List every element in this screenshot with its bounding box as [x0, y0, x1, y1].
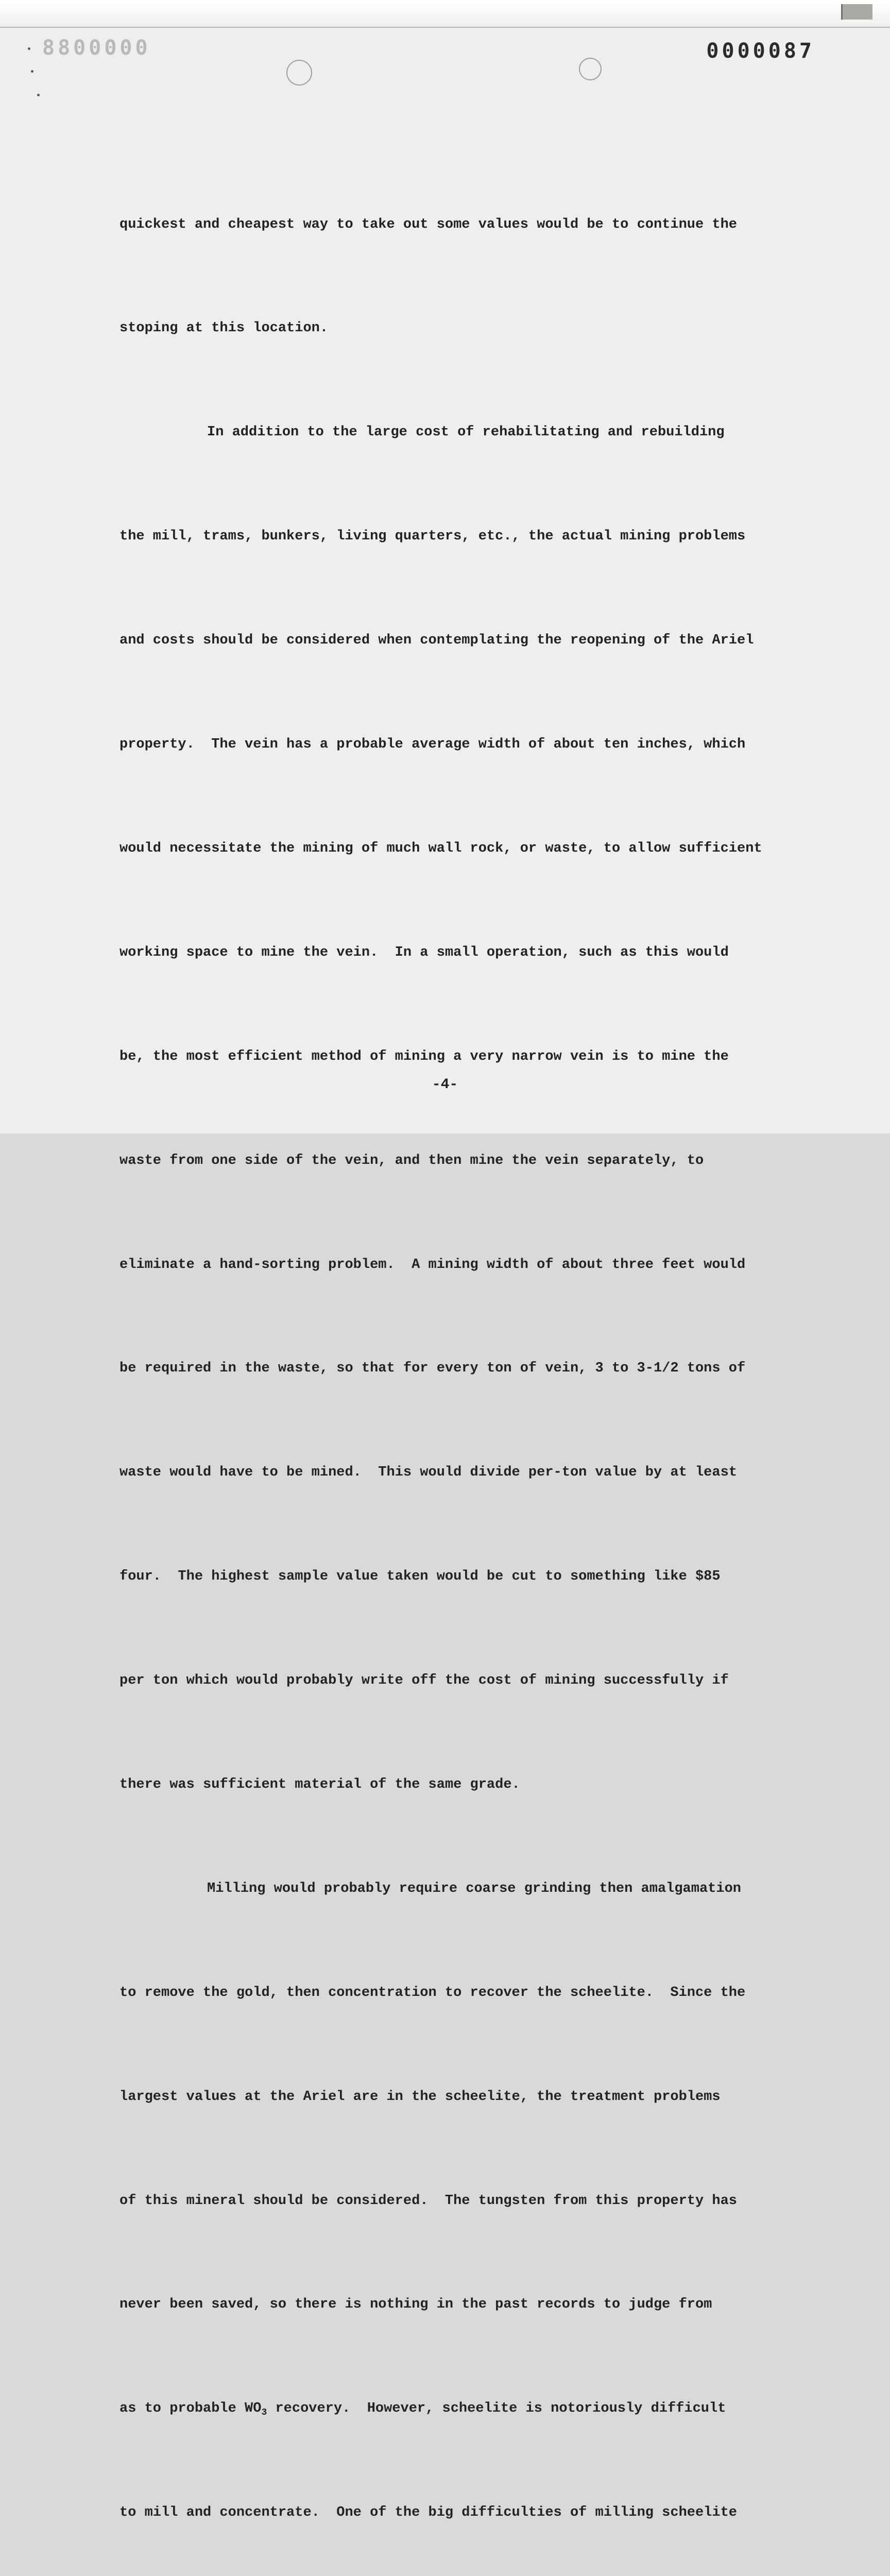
- text-line: be required in the waste, so that for every ton of vein, 3 to 3-1/2 tons of: [119, 1361, 746, 1377]
- text-line: eliminate a hand-sorting problem. A mining width of about three feet would: [119, 1257, 746, 1273]
- text-line: waste from one side of the vein, and then mine the vein separately, to: [119, 1153, 704, 1168]
- page-stamp-number: 0000087: [706, 39, 815, 63]
- text-line: there was sufficient material of the same grade.: [119, 1776, 520, 1792]
- text-line: of this mineral should be considered. The tungsten from this property has: [119, 2193, 737, 2209]
- page-number: -4-: [432, 1077, 458, 1093]
- text-line: four. The highest sample value taken would be cut to something like $85: [119, 1569, 721, 1585]
- corner-tab: [841, 4, 872, 20]
- faded-stamp-number: 8800000: [42, 36, 151, 60]
- text-line: waste would have to be mined. This would divide per-ton value by at least: [119, 1465, 737, 1481]
- subscript: 3: [261, 2408, 267, 2418]
- text-line: per ton which would probably write off the cost of mining successfully if: [119, 1673, 729, 1689]
- scan-speck: [31, 70, 33, 73]
- text-fragment: as to probable WO: [119, 2401, 262, 2417]
- scan-speck: [37, 94, 40, 96]
- text-fragment: recovery. However, scheelite is notoriously difficult: [267, 2401, 726, 2417]
- text-line: never been saved, so there is nothing in the past records to judge from: [119, 2297, 712, 2313]
- text-line: property. The vein has a probable average width of about ten inches, which: [119, 737, 746, 753]
- text-line: Milling would probably require coarse grinding then amalgamation: [207, 1880, 741, 1896]
- text-line: working space to mine the vein. In a small operation, such as this would: [119, 944, 729, 960]
- text-line: to mill and concentrate. One of the big difficulties of milling scheelite: [119, 2505, 737, 2521]
- circle-mark: [286, 60, 312, 86]
- scan-speck: [28, 47, 30, 50]
- circle-mark: [579, 58, 602, 80]
- text-line: largest values at the Ariel are in the scheelite, the treatment problems: [119, 2089, 721, 2105]
- text-line-with-subscript: [119, 2392, 810, 2426]
- text-line: quickest and cheapest way to take out some values would be to continue the: [119, 216, 737, 232]
- text-line: In addition to the large cost of rehabilitating and rebuilding: [207, 425, 725, 440]
- body-text: [119, 138, 810, 2576]
- text-line: be, the most efficient method of mining a very narrow vein is to mine the: [119, 1048, 729, 1064]
- scanned-top-edge: [0, 0, 890, 28]
- text-line: and costs should be considered when contemplating the reopening of the Ariel: [119, 633, 754, 649]
- text-line: to remove the gold, then concentration to recover the scheelite. Since the: [119, 1985, 746, 2001]
- text-line: stoping at this location.: [119, 320, 329, 336]
- text-line: would necessitate the mining of much wall rock, or waste, to allow sufficient: [119, 840, 762, 856]
- text-line: the mill, trams, bunkers, living quarters, etc., the actual mining problems: [119, 529, 746, 545]
